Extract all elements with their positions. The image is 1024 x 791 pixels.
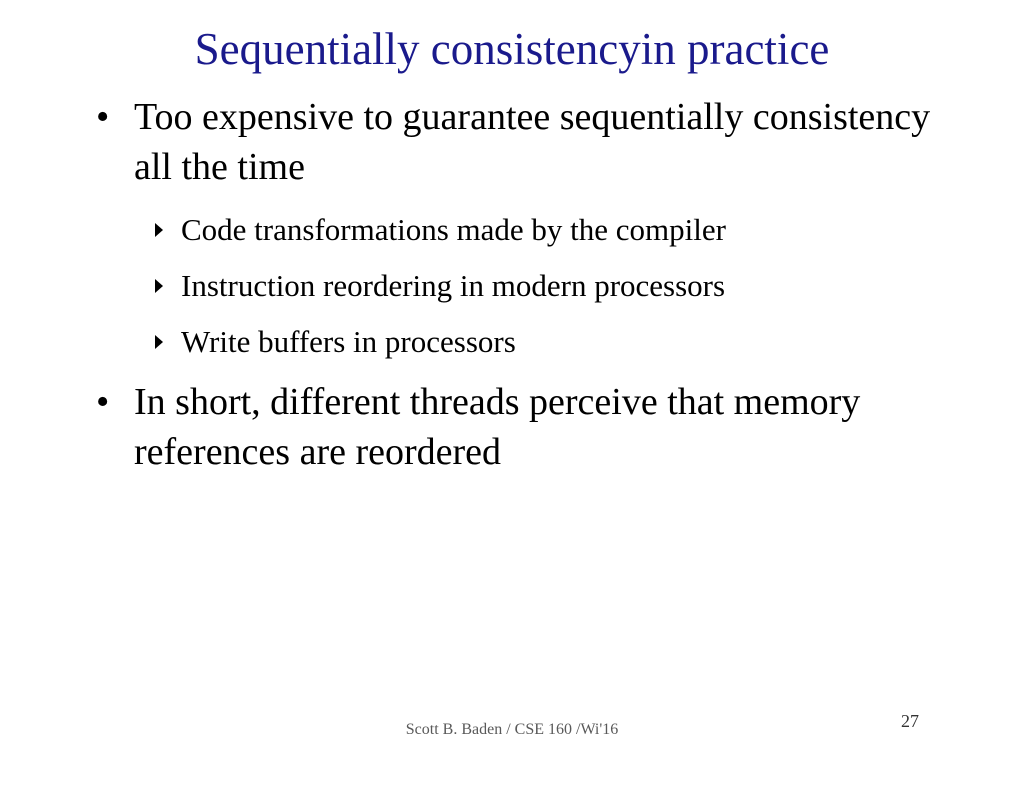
sub-bullet-text: Instruction reordering in modern processors (181, 268, 726, 303)
sub-bullet-item (155, 322, 975, 362)
slide-title: Sequentially consistencyin practice (194, 24, 830, 74)
bullet-text: Too expensive to guarantee sequentially consistency all the time (134, 96, 931, 188)
bullet-item (96, 92, 956, 192)
triangle-right-icon (155, 335, 163, 349)
bullet-item (96, 377, 956, 477)
bullet-text: In short, different threads perceive that memory references are reordered (134, 381, 861, 473)
triangle-right-icon (155, 223, 163, 237)
sub-bullet-item (155, 210, 975, 250)
triangle-right-icon (155, 279, 163, 293)
bullet-dot-icon: • (96, 381, 110, 423)
slide-footer: Scott B. Baden / CSE 160 /Wi'16 (405, 721, 619, 738)
page-number: 27 (901, 711, 919, 731)
sub-bullet-item (155, 266, 975, 306)
sub-bullet-text: Code transformations made by the compiler (181, 212, 726, 247)
bullet-dot-icon: • (96, 96, 110, 138)
sub-bullet-text: Write buffers in processors (181, 324, 516, 359)
